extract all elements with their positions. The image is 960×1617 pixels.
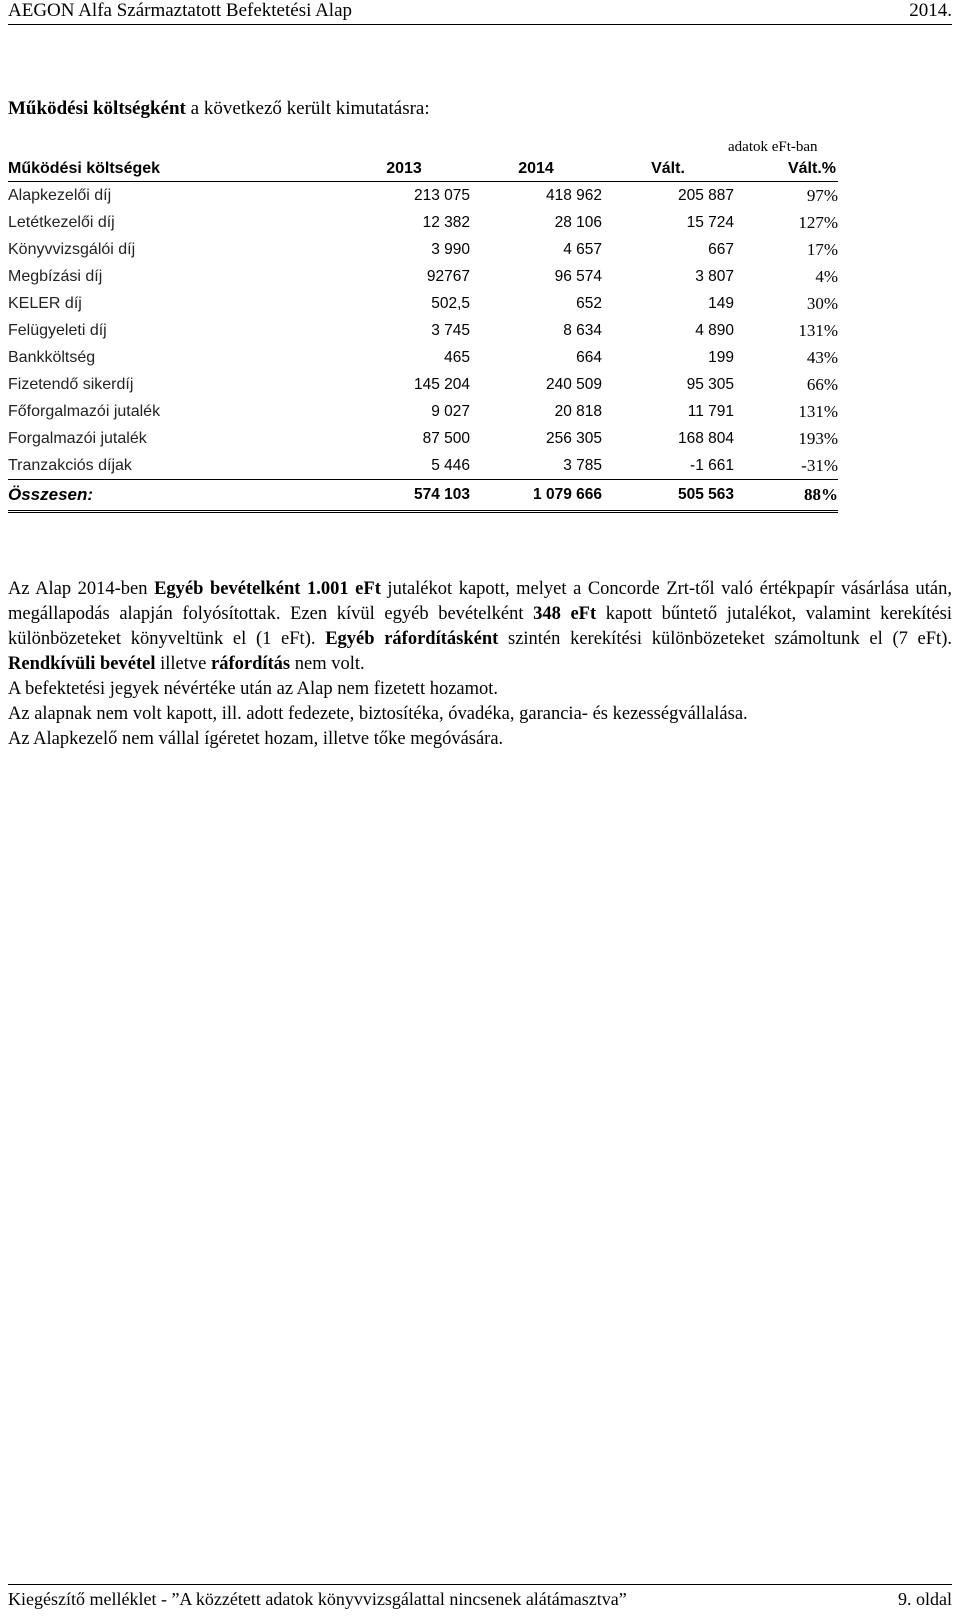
table-row [8, 290, 838, 317]
value-2014: 96 574 [554, 267, 602, 285]
intro-bold: Működési költségként [8, 98, 186, 119]
value-change-pct: 97% [806, 185, 838, 205]
value-2014: 3 785 [563, 456, 602, 474]
text-run: szintén kerekítési különbözeteket számoltunk el (7 eFt). [498, 629, 952, 649]
operating-costs-table [8, 157, 838, 513]
header-change-pct: Vált.% [734, 157, 838, 182]
value-2013: 92767 [426, 267, 470, 285]
value-2014: 20 818 [554, 402, 602, 420]
footer-note: Kiegészítő melléklet - ”A közzétett adatok könyvvizsgálattal nincsenek alátámasztva” [8, 1589, 627, 1609]
table-total-row [8, 480, 838, 512]
value-change: 95 305 [686, 375, 734, 393]
paragraph-guarantee: Az Alapkezelő nem vállal ígéretet hozam, illetve tőke megóvására. [8, 729, 504, 749]
value-change-pct: 30% [806, 293, 838, 313]
text-run: jutalékot kapott, melyet a Concorde Zrt-től való értékpapír vásárlása után, megállapodás alapján folyósítottak. Ezen kívül egyéb bevételként [8, 579, 952, 624]
cost-name: Letétkezelői díj [8, 213, 115, 231]
value-change: 3 807 [695, 267, 734, 285]
document-year: 2014. [909, 0, 952, 21]
table-row [8, 263, 838, 290]
bold-run: Egyéb ráfordításként [325, 629, 499, 649]
paragraph-other-income [8, 577, 952, 677]
table-header-row [8, 157, 838, 182]
cost-name: Forgalmazói jutalék [8, 429, 147, 447]
value-2013: 502,5 [431, 294, 470, 312]
table-row [8, 452, 838, 480]
total-2013: 574 103 [338, 480, 470, 512]
value-2014: 4 657 [563, 240, 602, 258]
value-2013: 87 500 [422, 429, 470, 447]
value-change-pct: 131% [798, 401, 838, 421]
text-run: Az Alap 2014-ben [8, 579, 155, 599]
value-2013: 5 446 [431, 456, 470, 474]
value-2013: 12 382 [422, 213, 470, 231]
value-change-pct: -31% [801, 455, 838, 475]
bold-run: ráfordítás [210, 654, 291, 674]
table-row [8, 182, 838, 210]
value-2014: 418 962 [545, 186, 602, 204]
page-header [8, 0, 952, 25]
value-2013: 9 027 [431, 402, 470, 420]
value-2014: 652 [576, 294, 602, 312]
cost-name: Bankköltség [8, 348, 96, 366]
page-footer [8, 1584, 952, 1617]
value-2014: 28 106 [554, 213, 602, 231]
value-change: -1 661 [690, 456, 734, 474]
bold-run: Rendkívüli bevétel [8, 654, 156, 674]
notes-text [8, 577, 952, 752]
table-row [8, 425, 838, 452]
document-title: AEGON Alfa Származtatott Befektetési Alap [8, 0, 353, 21]
table-row [8, 344, 838, 371]
text-run: nem volt. [290, 654, 365, 674]
value-change: 199 [708, 348, 734, 366]
value-change: 15 724 [686, 213, 734, 231]
value-change-pct: 43% [806, 347, 838, 367]
paragraph-collateral: Az alapnak nem volt kapott, ill. adott fedezete, biztosítéka, óvadéka, garancia- és kezességvállalása. [8, 704, 748, 724]
paragraph-yield: A befektetési jegyek névértéke után az Alap nem fizetett hozamot. [8, 679, 499, 699]
value-change: 667 [708, 240, 734, 258]
text-run: illetve [155, 654, 211, 674]
header-change: Vált. [602, 157, 734, 182]
value-change: 168 804 [677, 429, 734, 447]
unit-note: adatok eFt-ban [728, 139, 818, 155]
value-change-pct: 17% [806, 239, 838, 259]
cost-name: Alapkezelői díj [8, 186, 112, 204]
value-change: 11 791 [687, 402, 734, 420]
value-change: 149 [708, 294, 734, 312]
value-change: 205 887 [677, 186, 734, 204]
table-row [8, 371, 838, 398]
cost-name: Főforgalmazói jutalék [8, 402, 161, 420]
value-2014: 240 509 [545, 375, 602, 393]
section-intro [8, 98, 430, 120]
value-2014: 256 305 [545, 429, 602, 447]
value-2014: 8 634 [563, 321, 602, 339]
value-2014: 664 [576, 348, 602, 366]
value-2013: 213 075 [413, 186, 470, 204]
cost-name: Felügyeleti díj [8, 321, 107, 339]
page-number: 9. oldal [898, 1589, 952, 1609]
cost-name: KELER díj [8, 294, 82, 312]
value-change-pct: 66% [806, 374, 838, 394]
total-2014: 1 079 666 [470, 480, 602, 512]
cost-name: Megbízási díj [8, 267, 103, 285]
value-change-pct: 127% [798, 212, 838, 232]
table-row [8, 236, 838, 263]
bold-run: Egyéb bevételként 1.001 eFt [154, 579, 381, 599]
cost-name: Fizetendő sikerdíj [8, 375, 134, 393]
cost-name: Könyvvizsgálói díj [8, 240, 136, 258]
text-run: kapott bűntető jutalékot, valamint kerekítési különbözeteket könyveltünk el (1 eFt). [8, 604, 952, 649]
value-2013: 145 204 [413, 375, 470, 393]
value-2013: 3 990 [431, 240, 470, 258]
value-change-pct: 193% [798, 428, 838, 448]
table-row [8, 317, 838, 344]
value-change-pct: 4% [815, 266, 838, 286]
header-cost-name: Működési költségek [8, 157, 338, 182]
value-change: 4 890 [695, 321, 734, 339]
value-2013: 3 745 [431, 321, 470, 339]
table-row [8, 398, 838, 425]
cost-name: Tranzakciós díjak [8, 456, 132, 474]
header-2014: 2014 [470, 157, 602, 182]
total-change: 505 563 [602, 480, 734, 512]
header-2013: 2013 [338, 157, 470, 182]
value-2013: 465 [444, 348, 470, 366]
table-row [8, 209, 838, 236]
bold-run: 348 eFt [533, 604, 597, 624]
total-label: Összesen: [8, 480, 338, 512]
value-change-pct: 131% [798, 320, 838, 340]
intro-rest: a következő került kimutatásra: [185, 98, 430, 119]
total-change-pct: 88% [734, 480, 838, 512]
